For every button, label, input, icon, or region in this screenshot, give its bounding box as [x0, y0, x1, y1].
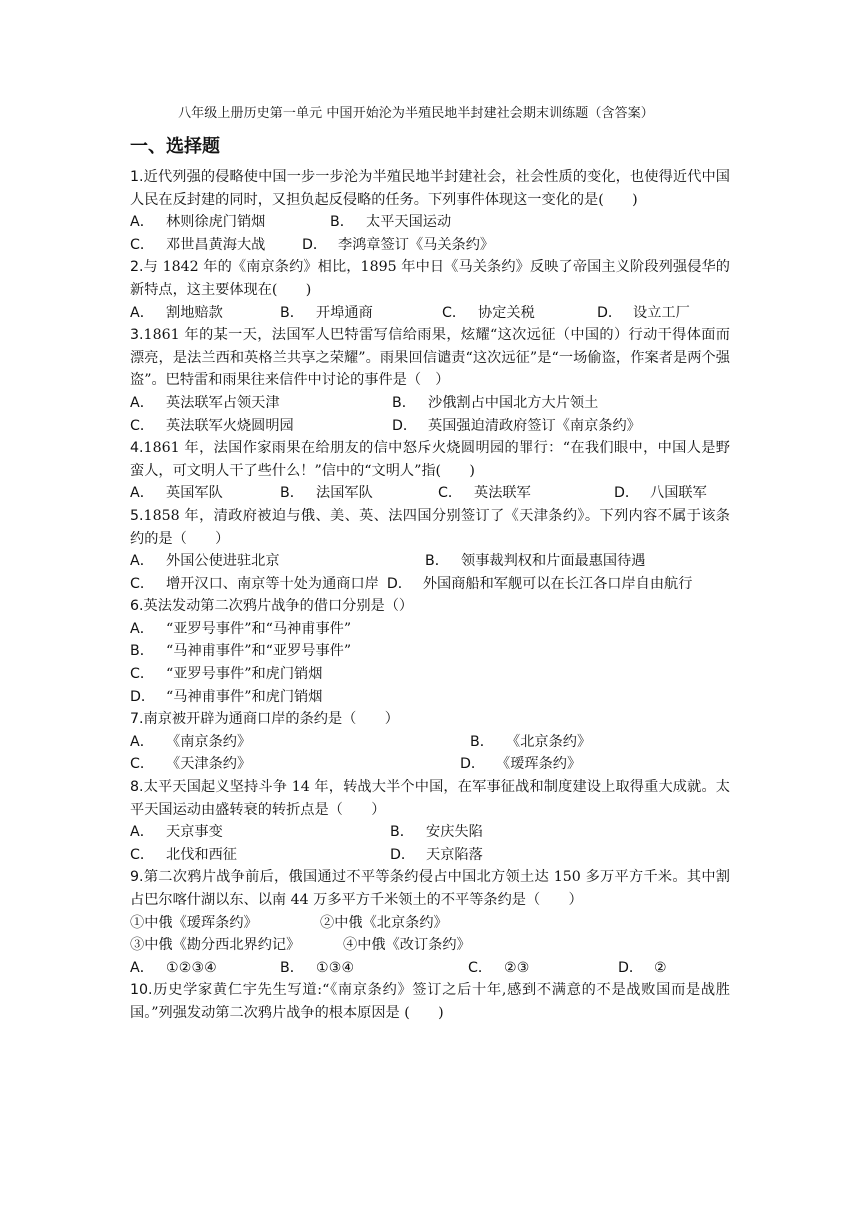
- question-text: 南京被开辟为通商口岸的条约是（ ）: [143, 711, 399, 728]
- option-text: ②③: [504, 959, 530, 976]
- option-text: 外国商船和军舰可以在长江各口岸自由航行: [422, 575, 693, 592]
- option-letter: C．: [130, 236, 155, 253]
- option-letter: B．: [280, 485, 304, 502]
- options-row: [130, 957, 730, 980]
- option-letter: A．: [130, 304, 154, 321]
- option-text: 开埠通商: [316, 304, 373, 321]
- option-text: 法国军队: [316, 485, 373, 502]
- question-7: [130, 708, 730, 776]
- option-d[interactable]: [597, 302, 690, 325]
- option-letter: C．: [130, 756, 155, 773]
- option-letter: C．: [130, 846, 155, 863]
- option-text: 太平天国运动: [366, 214, 452, 231]
- options-row: [130, 753, 730, 776]
- question-text: 1858 年，清政府被迫与俄、美、英、法四国分别签订了《天津条约》。下列内容不属于该条约的是（ ）: [130, 507, 730, 547]
- option-letter: B．: [470, 733, 494, 750]
- statements-row: [130, 934, 730, 957]
- option-text: “马神甫事件”和“亚罗号事件”: [166, 643, 352, 660]
- option-b[interactable]: [280, 302, 442, 325]
- statements-row: [130, 912, 730, 935]
- question-6: [130, 595, 730, 708]
- option-d[interactable]: [460, 753, 581, 776]
- option-letter: A．: [130, 485, 154, 502]
- option-b[interactable]: [130, 640, 730, 663]
- option-letter: C．: [130, 666, 155, 683]
- option-text: 割地赔款: [166, 304, 223, 321]
- option-letter: C．: [130, 417, 155, 434]
- option-letter: C．: [130, 575, 155, 592]
- option-text: 英法联军: [474, 485, 531, 502]
- option-letter: C．: [468, 959, 493, 976]
- option-text: 英法联军占领天津: [166, 394, 280, 411]
- question-text: 1861 年的某一天，法国军人巴特雷写信给雨果，炫耀“这次远征（中国的）行动干得体面而漂亮，是法兰西和英格兰共享之荣耀”。雨果回信谴责“这次远征”是“一场偷盗，作案者是两个强盗”。巴特雷和雨果往来信件中讨论的事件是（ ）: [130, 327, 730, 389]
- question-text: 英法发动第二次鸦片战争的借口分别是（）: [143, 598, 414, 615]
- option-text: 英国军队: [166, 485, 223, 502]
- option-text: 北伐和西征: [166, 846, 237, 863]
- question-5: [130, 505, 730, 595]
- option-c[interactable]: [130, 844, 390, 867]
- option-text: 设立工厂: [633, 304, 690, 321]
- option-text: 协定关税: [478, 304, 535, 321]
- question-text: 第二次鸦片战争前后，俄国通过不平等条约侵占中国北方领土达 150 多万平方千米。其中割占巴尔喀什湖以东、以南 44 万多平方千米领土的不平等条约是（ ）: [130, 869, 730, 908]
- statement-2: ②中俄《北京条约》: [320, 914, 448, 931]
- question-text: 1861 年，法国作家雨果在给朋友的信中怒斥火烧圆明园的罪行：“在我们眼中，中国人是野蛮人，可文明人干了些什么！”信中的“文明人”指( ): [130, 440, 730, 479]
- statement-4: ④中俄《改订条约》: [343, 937, 471, 954]
- option-d[interactable]: [130, 686, 730, 709]
- option-text: 邓世昌黄海大战: [166, 236, 266, 253]
- question-number: 6.: [130, 598, 144, 615]
- option-letter: A．: [130, 959, 154, 976]
- question-9: [130, 866, 730, 979]
- statement-3: ③中俄《勘分西北界约记》: [130, 937, 301, 954]
- option-text: 八国联军: [650, 485, 707, 502]
- document-title: 八年级上册历史第一单元 中国开始沦为半殖民地半封建社会期末训练题（含答案）: [178, 106, 654, 121]
- option-text: 天京陷落: [426, 846, 483, 863]
- question-stem: [130, 595, 730, 618]
- question-number: 1.: [130, 169, 144, 185]
- question-number: 3.: [130, 327, 144, 344]
- option-letter: A．: [130, 733, 154, 750]
- option-a[interactable]: [130, 482, 280, 505]
- option-letter: D．: [386, 575, 412, 592]
- options-row: [130, 415, 730, 438]
- question-8: [130, 776, 730, 866]
- question-stem: [130, 708, 730, 731]
- option-b[interactable]: [392, 392, 598, 415]
- option-text: ①③④: [316, 959, 355, 976]
- question-number: 10.: [130, 982, 153, 999]
- option-letter: D．: [618, 959, 644, 976]
- options-row: [130, 211, 730, 234]
- option-text: 《天津条约》: [166, 756, 252, 773]
- option-text: 《南京条约》: [166, 733, 252, 750]
- option-a[interactable]: [130, 821, 390, 844]
- option-text: “亚罗号事件”和虎门销烟: [166, 666, 323, 683]
- option-letter: D．: [390, 846, 416, 863]
- question-stem: [130, 866, 730, 911]
- question-stem: [130, 256, 730, 301]
- option-c[interactable]: [130, 576, 379, 592]
- option-letter: B．: [390, 824, 414, 841]
- question-number: 7.: [130, 711, 144, 728]
- option-d[interactable]: [387, 576, 693, 592]
- question-10: [130, 979, 730, 1024]
- option-text: 安庆失陷: [426, 824, 483, 841]
- option-text: 天京事变: [166, 824, 223, 841]
- question-number: 2.: [130, 259, 144, 276]
- options-row-wrapping: [130, 573, 730, 596]
- question-stem: [130, 979, 730, 1024]
- option-letter: B．: [425, 553, 449, 570]
- question-number: 4.: [130, 440, 144, 457]
- option-letter: B．: [130, 643, 154, 660]
- question-number: 9.: [130, 869, 144, 886]
- option-a[interactable]: [130, 211, 330, 234]
- option-letter: A．: [130, 553, 154, 570]
- question-4: [130, 437, 730, 505]
- question-stem: [130, 505, 730, 550]
- option-letter: D．: [614, 485, 640, 502]
- options-row: [130, 821, 730, 844]
- option-c[interactable]: [130, 663, 730, 686]
- option-text: 领事裁判权和片面最惠国待遇: [461, 553, 646, 570]
- question-text: 近代列强的侵略使中国一步一步沦为半殖民地半封建社会，社会性质的变化，也使得近代中国人民在反封建的同时，又担负起反侵略的任务。下列事件体现这一变化的是( ): [130, 169, 730, 208]
- options-row: [130, 392, 730, 415]
- option-c[interactable]: [468, 957, 618, 980]
- option-d[interactable]: [392, 415, 641, 438]
- option-b[interactable]: [280, 482, 438, 505]
- option-text: 《北京条约》: [506, 733, 592, 750]
- options-row: [130, 234, 730, 257]
- option-text: 英法联军火烧圆明园: [166, 417, 294, 434]
- option-letter: D．: [460, 756, 486, 773]
- option-letter: A．: [130, 214, 154, 231]
- option-letter: C．: [438, 485, 463, 502]
- question-number: 5.: [130, 507, 144, 524]
- option-c[interactable]: [130, 234, 302, 257]
- question-stem: [130, 776, 730, 821]
- question-1: [130, 166, 730, 256]
- option-letter: A．: [130, 824, 154, 841]
- options-row: [130, 302, 730, 325]
- question-3: [130, 324, 730, 437]
- question-number: 8.: [130, 779, 144, 796]
- option-letter: B．: [280, 304, 304, 321]
- option-c[interactable]: [438, 482, 614, 505]
- option-letter: B．: [280, 959, 304, 976]
- option-letter: D．: [597, 304, 623, 321]
- question-stem: [130, 437, 730, 482]
- option-text: ①②③④: [166, 959, 217, 976]
- option-b[interactable]: [390, 821, 483, 844]
- option-d[interactable]: [302, 234, 494, 257]
- option-a[interactable]: [130, 618, 730, 641]
- option-letter: D．: [302, 236, 328, 253]
- statement-1: ①中俄《瑷珲条约》: [130, 914, 258, 931]
- option-a[interactable]: [130, 302, 280, 325]
- option-letter: A．: [130, 394, 154, 411]
- option-d[interactable]: [614, 482, 707, 505]
- option-a[interactable]: [130, 550, 425, 573]
- option-b[interactable]: [280, 957, 468, 980]
- option-text: 英国强迫清政府签订《南京条约》: [428, 417, 641, 434]
- option-text: “亚罗号事件”和“马神甫事件”: [166, 620, 352, 637]
- question-2: [130, 256, 730, 324]
- option-letter: C．: [442, 304, 467, 321]
- question-text: 历史学家黄仁宇先生写道:“《南京条约》签订之后十年,感到不满意的不是战败国而是战胜国。”列强发动第二次鸦片战争的根本原因是 ( ): [130, 982, 730, 1021]
- option-letter: D．: [130, 688, 156, 705]
- option-c[interactable]: [442, 302, 597, 325]
- question-stem: [130, 324, 730, 392]
- option-b[interactable]: [470, 731, 591, 754]
- options-row: [130, 482, 730, 505]
- document-page: [130, 98, 730, 1025]
- option-text: 沙俄割占中国北方大片领土: [428, 394, 599, 411]
- question-stem: [130, 166, 730, 211]
- option-letter: B．: [392, 394, 416, 411]
- option-a[interactable]: [130, 957, 280, 980]
- option-c[interactable]: [130, 753, 460, 776]
- option-text: 林则徐虎门销烟: [166, 214, 266, 231]
- options-row: [130, 550, 730, 573]
- option-d[interactable]: [618, 957, 667, 980]
- option-a[interactable]: [130, 731, 470, 754]
- option-text: ②: [654, 959, 667, 976]
- option-text: “马神甫事件”和虎门销烟: [166, 688, 323, 705]
- options-row: [130, 731, 730, 754]
- option-letter: D．: [392, 417, 418, 434]
- options-row: [130, 844, 730, 867]
- option-text: 《瑷珲条约》: [496, 756, 582, 773]
- option-letter: B．: [330, 214, 354, 231]
- option-c[interactable]: [130, 415, 392, 438]
- section-heading: 一、选择题: [130, 136, 220, 157]
- option-text: 增开汉口、南京等十处为通商口岸: [166, 575, 379, 592]
- option-b[interactable]: [330, 211, 451, 234]
- option-b[interactable]: [425, 550, 645, 573]
- option-a[interactable]: [130, 392, 392, 415]
- option-letter: A．: [130, 620, 154, 637]
- option-d[interactable]: [390, 844, 483, 867]
- option-text: 外国公使进驻北京: [166, 553, 280, 570]
- option-text: 李鸿章签订《马关条约》: [338, 236, 495, 253]
- question-text: 太平天国起义坚持斗争 14 年，转战大半个中国，在军事征战和制度建设上取得重大成就。太平天国运动由盛转衰的转折点是（ ）: [130, 779, 730, 818]
- question-text: 与 1842 年的《南京条约》相比，1895 年中日《马关条约》反映了帝国主义阶段列强侵华的新特点，这主要体现在( ): [130, 259, 730, 298]
